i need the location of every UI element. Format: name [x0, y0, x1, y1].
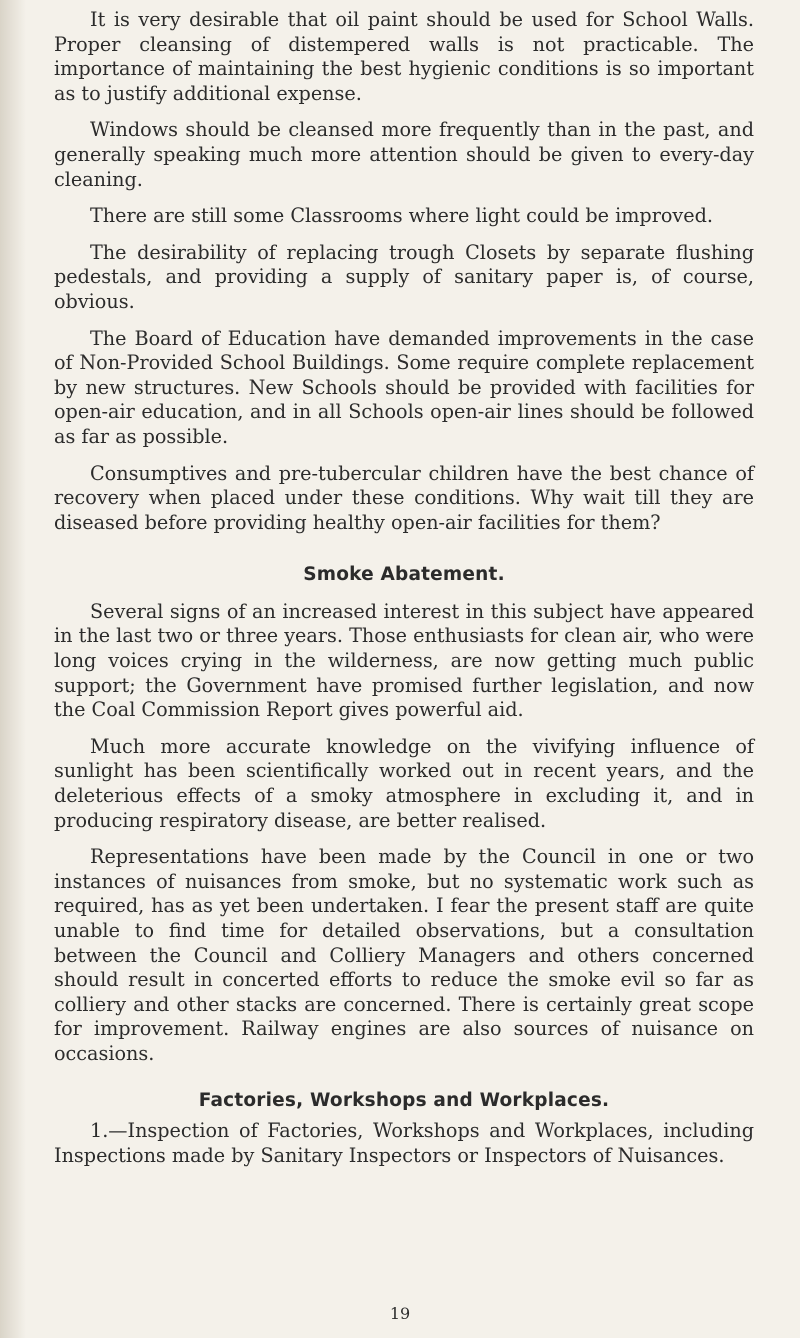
- heading-factories: Factories, Workshops and Workplaces.: [198, 1089, 610, 1111]
- document-page: [54, 8, 754, 1180]
- paragraph-inspection: 1.—Inspection of Factories, Workshops and Workplaces, including Inspections made by Sanitary Inspectors or Inspectors of Nuisances.: [54, 1119, 754, 1167]
- page-number: 19: [389, 1304, 411, 1323]
- paragraph-representations: Representations have been made by the Council in one or two instances of nuisances from smoke, but no systematic work such as required, has as yet been undertaken. I fear the present staff are quite unable to find time for detailed observations, but a consultation between the Council and Colliery Managers and others concerned should result in concerted efforts to reduce the smoke evil so far as colliery and other stacks are concerned. There is certainly great scope for improvement. Railway engines are also sources of nuisance on occasions.: [54, 845, 754, 1065]
- paragraph-sunlight: Much more accurate knowledge on the vivifying influence of sunlight has been scientifically worked out in recent years, and the deleterious effects of a smoky atmosphere in excluding it, and in producing respiratory disease, are better realised.: [54, 734, 754, 832]
- paragraph-school-walls: It is very desirable that oil paint should be used for School Walls. Proper cleansing of distempered walls is not practicable. The importance of maintaining the best hygienic conditions is so important as to justify additional expense.: [54, 8, 754, 105]
- paragraph-closets: The desirability of replacing trough Closets by separate flushing pedestals, and providing a supply of sanitary paper is, of course, obvious.: [54, 240, 754, 313]
- paragraph-board-of-education: The Board of Education have demanded improvements in the case of Non-Provided School Buildings. Some require complete replacement by new structures. New Schools should be provided with facilities for open-air education, and in all Schools open-air lines should be followed as far as possible.: [54, 326, 754, 448]
- paragraph-windows: Windows should be cleansed more frequently than in the past, and generally speaking much more attention should be given to every-day cleaning.: [54, 118, 754, 191]
- paragraph-smoke-interest: Several signs of an increased interest in this subject have appeared in the last two or three years. Those enthusiasts for clean air, who were long voices crying in the wilderness, are now getting much public support; the Government have promised further legislation, and now the Coal Commission Report gives powerful aid.: [54, 599, 754, 722]
- paragraph-classrooms-light: There are still some Classrooms where light could be improved.: [90, 204, 713, 228]
- heading-smoke-abatement: Smoke Abatement.: [303, 564, 505, 586]
- paragraph-consumptives: Consumptives and pre-tubercular children have the best chance of recovery when placed under these conditions. Why wait till they are diseased before providing healthy open-air facilities for them?: [54, 461, 754, 534]
- page-binding-edge: [0, 0, 26, 1338]
